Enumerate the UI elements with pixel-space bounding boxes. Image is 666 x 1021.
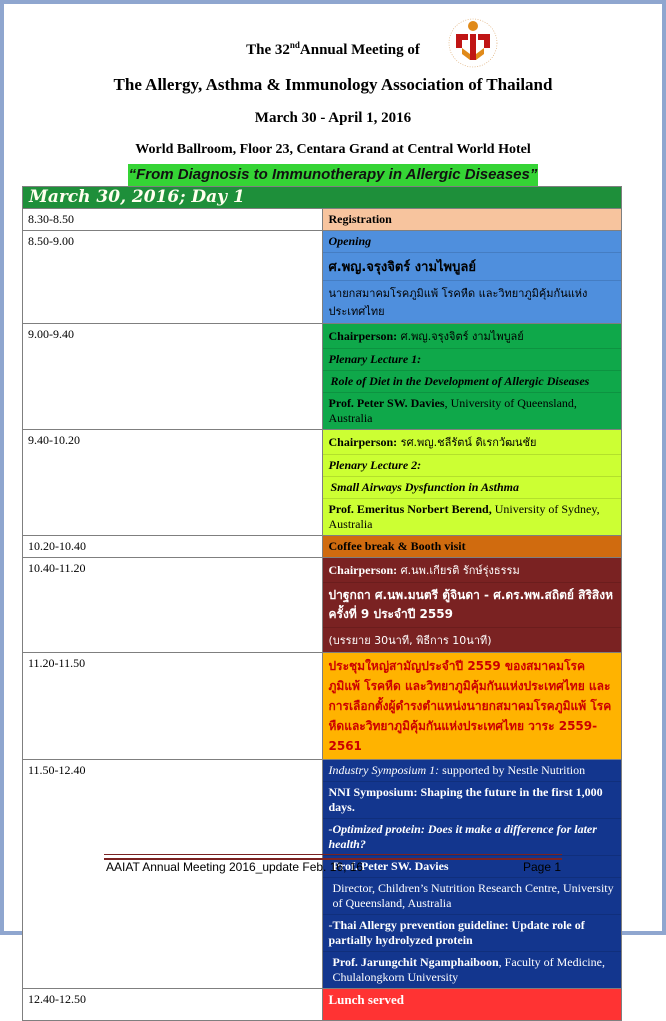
time-cell: 10.20-10.40 xyxy=(23,536,323,558)
lecture-note: (บรรยาย 30นาที, พิธีการ 10นาที) xyxy=(328,634,492,647)
chairperson-line xyxy=(323,430,622,455)
session-cell xyxy=(322,653,622,760)
session-cell xyxy=(322,231,622,324)
symposium-sponsor: supported by Nestle Nutrition xyxy=(439,763,586,777)
time-cell: 8.30-8.50 xyxy=(23,209,323,231)
chairperson-name: ศ.นพ.เกียรติ รักษ์รุ่งธรรม xyxy=(397,564,520,577)
speaker-name: Prof. Peter SW. Davies xyxy=(328,396,445,410)
day-title: March 30, 2016; Day 1 xyxy=(23,187,622,209)
session-title: Registration xyxy=(328,212,392,226)
table-row xyxy=(23,430,622,536)
session-cell xyxy=(322,558,622,653)
time-cell: 9.00-9.40 xyxy=(23,324,323,430)
lecture-label: Plenary Lecture 2: xyxy=(323,455,622,477)
table-row xyxy=(23,989,622,1021)
session-cell xyxy=(322,324,622,430)
table-row xyxy=(23,324,622,430)
table-row xyxy=(23,536,622,558)
chairperson-label: Chairperson: xyxy=(328,435,398,449)
talk-title: -Optimized protein: Does it make a difference for later health? xyxy=(323,819,622,856)
speaker-affiliation: , University of Queensland, Australia xyxy=(328,396,577,425)
speaker-affiliation: Director, Children’s Nutrition Research Centre, University of Queensland, Australia xyxy=(323,878,622,915)
session-cell xyxy=(322,989,622,1021)
session-cell xyxy=(322,760,622,989)
chairperson-line xyxy=(323,558,622,583)
symposium-line xyxy=(323,760,622,782)
talk-title: -Thai Allergy prevention guideline: Update role of partially hydrolyzed protein xyxy=(323,915,622,952)
meeting-dates: March 30 - April 1, 2016 xyxy=(254,110,412,126)
time-cell: 9.40-10.20 xyxy=(23,430,323,536)
speaker-name: Prof. Emeritus Norbert Berend, xyxy=(328,502,492,516)
schedule-table xyxy=(22,186,622,1021)
symposium-label: Industry Symposium 1: xyxy=(328,763,440,777)
session-title: Opening xyxy=(323,231,622,253)
speaker-line xyxy=(323,393,622,429)
footer-text: AAIAT Annual Meeting 2016_update Feb. 16, 16 xyxy=(106,860,364,874)
chairperson-label: Chairperson: xyxy=(328,563,398,577)
speaker-name: ศ.พญ.จรุงจิตร์ งามไพบูลย์ xyxy=(323,253,622,281)
lecture-title: ปาฐกถา ศ.นพ.มนตรี ตู้จินดา - ศ.ดร.พพ.สถิตย์ สิริสิงห ครั้งที่ 9 ประจำปี 2559 xyxy=(323,583,622,628)
lecture-title: Small Airways Dysfunction in Asthma xyxy=(323,477,622,499)
table-row xyxy=(23,209,622,231)
session-cell xyxy=(322,536,622,558)
session-title: Coffee break & Booth visit xyxy=(328,539,466,553)
speaker-line xyxy=(323,952,622,988)
session-title: Lunch served xyxy=(328,992,404,1007)
lecture-label: Plenary Lecture 1: xyxy=(323,349,622,371)
speaker-line xyxy=(323,499,622,535)
table-row xyxy=(23,558,622,653)
session-cell xyxy=(322,430,622,536)
chairperson-label: Chairperson: xyxy=(328,329,398,343)
speaker-name: Prof. Peter SW. Davies xyxy=(323,856,622,878)
meeting-title-line1: The 32ndAnnual Meeting of xyxy=(246,40,420,58)
meeting-theme: “From Diagnosis to Immunotherapy in Allergic Diseases” xyxy=(128,164,538,186)
page-number: Page 1 xyxy=(523,860,562,874)
time-cell: 8.50-9.00 xyxy=(23,231,323,324)
table-row xyxy=(23,760,622,989)
meeting-venue: World Ballroom, Floor 23, Centara Grand at Central World Hotel xyxy=(135,142,531,157)
symposium-title: NNI Symposium: Shaping the future in the first 1,000 days. xyxy=(323,782,622,819)
speaker-affiliation: University of Sydney, Australia xyxy=(328,502,600,531)
speaker-name: Prof. Jarungchit Ngamphaiboon xyxy=(332,955,499,969)
session-title: ประชุมใหญ่สามัญประจำปี 2559 ของสมาคมโรคภูมิแพ้ โรคหืด และวิทยาภูมิคุ้มกันแห่งประเทศไทย และการเลือกตั้งผู้ดำรงตำแหน่งนายกสมาคมโรคภูมิแพ้ โรคหืดและวิทยาภูมิคุ้มกันแห่งประเทศไทย วาระ 2559-2561 xyxy=(328,659,612,753)
time-cell: 10.40-11.20 xyxy=(23,558,323,653)
table-row xyxy=(23,231,622,324)
chairperson-line xyxy=(323,324,622,349)
time-cell: 12.40-12.50 xyxy=(23,989,323,1021)
time-cell: 11.50-12.40 xyxy=(23,760,323,989)
time-cell: 11.20-11.50 xyxy=(23,653,323,760)
association-name: The Allergy, Asthma & Immunology Association of Thailand xyxy=(113,75,553,94)
day-title-row xyxy=(23,187,622,209)
session-cell xyxy=(322,209,622,231)
speaker-title: นายกสมาคมโรคภูมิแพ้ โรคหืด และวิทยาภูมิคุ้มกันแห่งประเทศไทย xyxy=(328,287,588,318)
chairperson-name: ศ.พญ.จรุงจิตร์ งามไพบูลย์ xyxy=(397,330,524,343)
chairperson-name: รศ.พญ.ชลีรัตน์ ดิเรกวัฒนชัย xyxy=(397,436,537,449)
speaker-affiliation: , Faculty of Medicine, Chulalongkorn University xyxy=(332,955,605,984)
table-row xyxy=(23,653,622,760)
lecture-title: Role of Diet in the Development of Allergic Diseases xyxy=(323,371,622,393)
